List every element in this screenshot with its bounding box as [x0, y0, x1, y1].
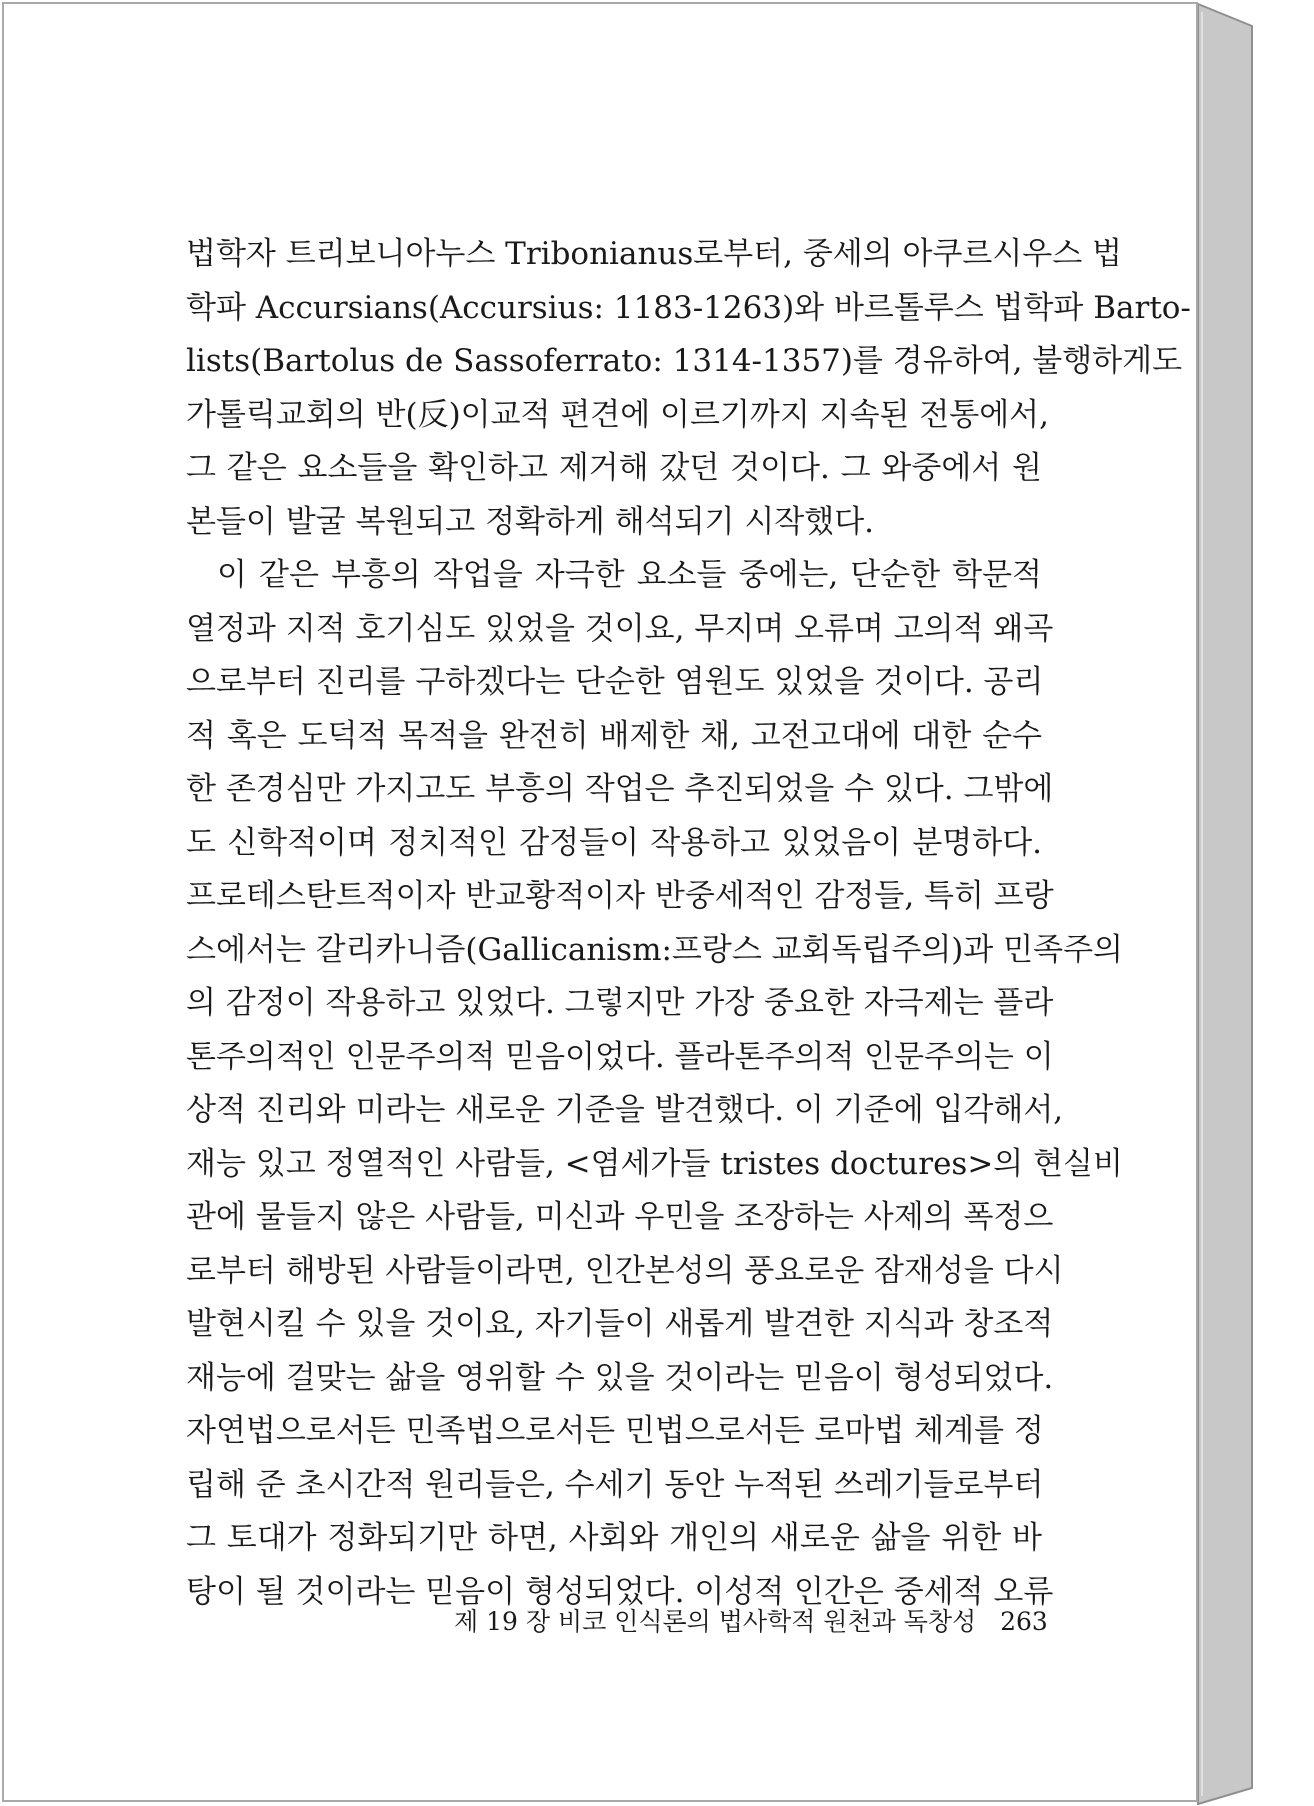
text-line: 그 같은 요소들을 확인하고 제거해 갔던 것이다. 그 와중에서 원 — [186, 450, 1042, 486]
text-line: 자연법으로서든 민족법으로서든 민법으로서든 로마법 체계를 정 — [186, 1413, 1044, 1449]
text-line: 본들이 발굴 복원되고 정확하게 해석되기 시작했다. — [186, 503, 874, 540]
running-footer — [454, 1602, 1048, 1638]
text-line: 열정과 지적 호기심도 있었을 것이요, 무지며 오류며 고의적 왜곡 — [186, 610, 1054, 647]
text-line: 적 혹은 도덕적 목적을 완전히 배제한 채, 고전고대에 대한 순수 — [186, 717, 1042, 754]
text-line: 스에서는 갈리카니즘(Gallicanism:프랑스 교회독립주의)과 민족주의 — [186, 931, 1123, 968]
text-line: 그 토대가 정화되기만 하면, 사회와 개인의 새로운 삶을 위한 바 — [186, 1520, 1042, 1556]
text-line: 이 같은 부흥의 작업을 자극한 요소들 중에는, 단순한 학문적 — [217, 557, 1042, 593]
text-line: 의 감정이 작용하고 있었다. 그렇지만 가장 중요한 자극제는 플라 — [186, 985, 1054, 1021]
text-line: 가톨릭교회의 반(反)이교적 편견에 이르기까지 지속된 전통에서, — [186, 396, 1049, 433]
text-line: 한 존경심만 가지고도 부흥의 작업은 추진되었을 수 있다. 그밖에 — [186, 771, 1054, 807]
text-line: 톤주의적인 인문주의적 믿음이었다. 플라톤주의적 인문주의는 이 — [186, 1038, 1054, 1075]
text-line: 로부터 해방된 사람들이라면, 인간본성의 풍요로운 잠재성을 다시 — [186, 1252, 1064, 1289]
text-line: 으로부터 진리를 구하겠다는 단순한 염원도 있었을 것이다. 공리 — [186, 664, 1044, 700]
text-line: 재능 있고 정열적인 사람들, <염세가들 tristes doctures>의 현실비 — [186, 1145, 1123, 1182]
text-line: 학파 Accursians(Accursius: 1183-1263)와 바르톨루스 법학파 Barto- — [186, 289, 1191, 326]
text-line: 법학자 트리보니아누스 Tribonianus로부터, 중세의 아쿠르시우스 법 — [186, 236, 1122, 272]
text-line: 상적 진리와 미라는 새로운 기준을 발견했다. 이 기준에 입각해서, — [186, 1092, 1064, 1128]
chapter-title: 제 19 장 비코 인식론의 법사학적 원천과 독창성 — [454, 1607, 977, 1636]
text-line: 립해 준 초시간적 원리들은, 수세기 동안 누적된 쓰레기들로부터 — [186, 1466, 1044, 1503]
text-line: 프로테스탄트적이자 반교황적이자 반중세적인 감정들, 특히 프랑 — [186, 878, 1054, 914]
text-line: 관에 물들지 않은 사람들, 미신과 우민을 조장하는 사제의 폭정으 — [186, 1199, 1054, 1235]
text-line: 발현시킬 수 있을 것이요, 자기들이 새롭게 발견한 지식과 창조적 — [186, 1306, 1054, 1342]
page-number: 263 — [1000, 1607, 1048, 1636]
text-line: 탕이 될 것이라는 믿음이 형성되었다. 이성적 인간은 중세적 오류 — [186, 1573, 1054, 1610]
text-line: 도 신학적이며 정치적인 감정들이 작용하고 있었음이 분명하다. — [186, 824, 1042, 861]
body-text — [186, 228, 1191, 1619]
text-line: lists(Bartolus de Sassoferrato: 1314-1357)를 경유하여, 불행하게도 — [186, 343, 1183, 379]
page-edge-side — [1198, 4, 1252, 1804]
text-line: 재능에 걸맞는 삶을 영위할 수 있을 것이라는 믿음이 형성되었다. — [186, 1359, 1054, 1396]
